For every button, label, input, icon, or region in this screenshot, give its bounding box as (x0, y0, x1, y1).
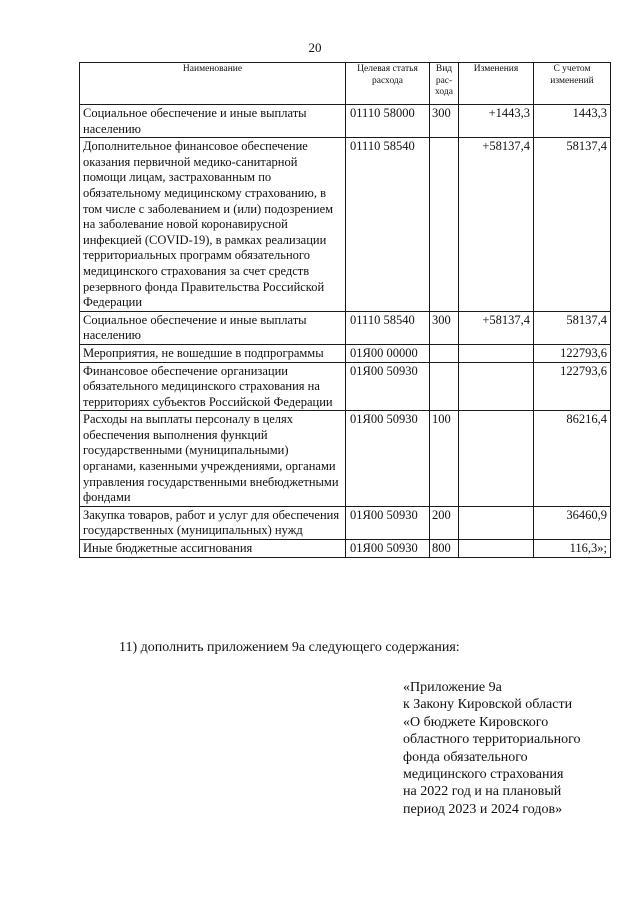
table-row (80, 362, 611, 411)
row-name: Дополнительное финансовое обеспечение оказания первичной медико-санитарной помощи лицам, застрахованным по обязательному медицинскому страхованию, в том числе с заболеванием и (или) подозрением на заболевание новой коронавирусной инфекцией (COVID-19), в рамках реализации территориальных программ обязательного медицинского страхования за счет средств резервного фонда Правительства Российской Федерации (80, 138, 346, 312)
annex-line: областного территориального (403, 732, 581, 748)
table-row (80, 311, 611, 344)
table-row (80, 411, 611, 507)
row-total: 122793,6 (534, 344, 611, 362)
row-change: +1443,3 (459, 105, 534, 138)
row-name: Социальное обеспечение и иные выплаты населению (80, 311, 346, 344)
table-row (80, 344, 611, 362)
header-changes: Изменения (459, 63, 534, 105)
row-total: 122793,6 (534, 362, 611, 411)
table-row (80, 540, 611, 558)
annex-line: на 2022 год и на плановый (403, 784, 562, 800)
row-target-article: 01Я00 50930 (346, 506, 430, 539)
table-row (80, 506, 611, 539)
row-change (459, 411, 534, 507)
row-expense-type: 300 (430, 105, 459, 138)
row-expense-type: 300 (430, 311, 459, 344)
table-row (80, 138, 611, 312)
annex-line: медицинского страхования (403, 767, 564, 783)
header-name: Наименование (80, 63, 346, 105)
row-change (459, 506, 534, 539)
row-total: 1443,3 (534, 105, 611, 138)
row-target-article: 01Я00 50930 (346, 540, 430, 558)
row-total: 58137,4 (534, 311, 611, 344)
table-header-row (80, 63, 611, 105)
row-total: 36460,9 (534, 506, 611, 539)
row-expense-type: 800 (430, 540, 459, 558)
annex-line: «О бюджете Кировского (403, 714, 549, 730)
row-target-article: 01Я00 50930 (346, 411, 430, 507)
row-name: Расходы на выплаты персоналу в целях обеспечения выполнения функций государственными (муниципальными) органами, казенными учреждениями, органами управления государственными внебюджетными фондами (80, 411, 346, 507)
row-name: Мероприятия, не вошедшие в подпрограммы (80, 344, 346, 362)
header-expense-type: Вид рас-хода (430, 63, 459, 105)
header-total-with-changes: С учетом изменений (534, 63, 611, 105)
row-change (459, 344, 534, 362)
amendment-paragraph: 11) дополнить приложением 9а следующего содержания: (119, 640, 460, 655)
row-total: 116,3»; (534, 540, 611, 558)
table-row (80, 105, 611, 138)
page-number: 20 (308, 40, 322, 55)
row-name: Социальное обеспечение и иные выплаты населению (80, 105, 346, 138)
row-name: Финансовое обеспечение организации обязательного медицинского страхования на территориях субъектов Российской Федерации (80, 362, 346, 411)
row-expense-type (430, 344, 459, 362)
row-name: Закупка товаров, работ и услуг для обеспечения государственных (муниципальных) нужд (80, 506, 346, 539)
row-expense-type: 100 (430, 411, 459, 507)
row-change (459, 540, 534, 558)
row-change: +58137,4 (459, 311, 534, 344)
row-target-article: 01Я00 00000 (346, 344, 430, 362)
row-expense-type: 200 (430, 506, 459, 539)
annex-line: фонда обязательного (403, 749, 528, 765)
row-name: Иные бюджетные ассигнования (80, 540, 346, 558)
row-expense-type (430, 138, 459, 312)
annex-line: к Закону Кировской области (403, 697, 573, 713)
budget-table (79, 62, 611, 558)
row-target-article: 01Я00 50930 (346, 362, 430, 411)
row-expense-type (430, 362, 459, 411)
row-total: 58137,4 (534, 138, 611, 312)
header-target-article: Целевая статья расхода (346, 63, 430, 105)
row-target-article: 01110 58000 (346, 105, 430, 138)
row-change: +58137,4 (459, 138, 534, 312)
row-change (459, 362, 534, 411)
annex-line: «Приложение 9а (403, 680, 502, 695)
annex-line: период 2023 и 2024 годов» (403, 801, 563, 817)
row-total: 86216,4 (534, 411, 611, 507)
row-target-article: 01110 58540 (346, 311, 430, 344)
annex-heading-block (403, 679, 623, 818)
row-target-article: 01110 58540 (346, 138, 430, 312)
